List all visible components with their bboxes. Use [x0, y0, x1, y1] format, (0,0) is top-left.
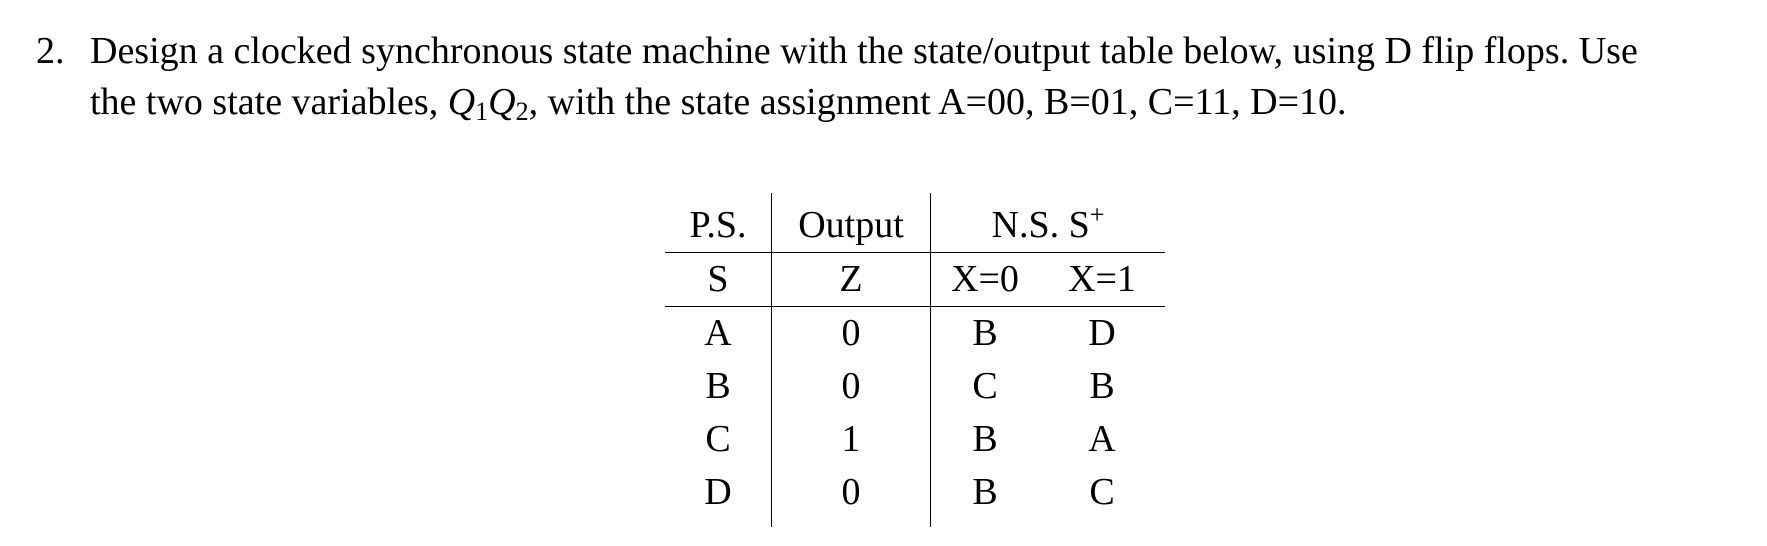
header-ns-superscript: +	[1089, 200, 1105, 229]
header-next-state	[931, 193, 1166, 253]
header-z: Z	[772, 253, 931, 307]
cell-ps: C	[665, 413, 772, 466]
math-q1: Q	[447, 81, 476, 123]
math-q2-subscript: 2	[515, 97, 529, 126]
state-variables-math	[447, 81, 529, 126]
problem-number: 2.	[36, 30, 65, 72]
table-header-row-1	[665, 193, 1165, 253]
problem-text-line-2-end: , with the state assignment A=00, B=01, C=11, D=10.	[528, 81, 1347, 123]
problem-line-1	[36, 26, 1756, 77]
cell-x0: B	[972, 471, 998, 513]
header-output: Output	[772, 193, 931, 253]
header-ns-label: N.S. S	[991, 204, 1090, 246]
cell-x1: C	[1089, 471, 1115, 513]
state-output-table	[665, 193, 1165, 527]
cell-z: 0	[772, 307, 931, 361]
cell-ps: A	[665, 307, 772, 361]
header-ps: P.S.	[665, 193, 772, 253]
cell-x1: D	[1088, 312, 1116, 354]
problem-statement	[36, 26, 1756, 128]
table-row	[665, 307, 1165, 361]
header-s: S	[665, 253, 772, 307]
header-x0: X=0	[931, 253, 1040, 307]
table-row	[665, 413, 1165, 466]
math-q2: Q	[488, 81, 516, 123]
cell-x1: A	[1088, 418, 1116, 460]
problem-line-2	[36, 77, 1756, 128]
cell-ps: B	[665, 360, 772, 413]
header-x1: X=1	[1039, 253, 1165, 307]
table-header-row-2	[665, 253, 1165, 307]
table-row	[665, 466, 1165, 527]
cell-z: 0	[772, 360, 931, 413]
cell-z: 1	[772, 413, 931, 466]
math-q1-subscript: 1	[475, 97, 489, 126]
cell-x0: C	[972, 365, 998, 407]
table-row	[665, 360, 1165, 413]
problem-text-line-2-start: the two state variables,	[90, 81, 448, 123]
problem-text-line-1: Design a clocked synchronous state machine with the state/output table below, using D flip flops. Use	[90, 30, 1638, 72]
cell-x1: B	[1089, 365, 1115, 407]
cell-ps: D	[665, 466, 772, 527]
cell-z: 0	[772, 466, 931, 527]
cell-x0: B	[972, 418, 998, 460]
cell-x0: B	[972, 312, 998, 354]
